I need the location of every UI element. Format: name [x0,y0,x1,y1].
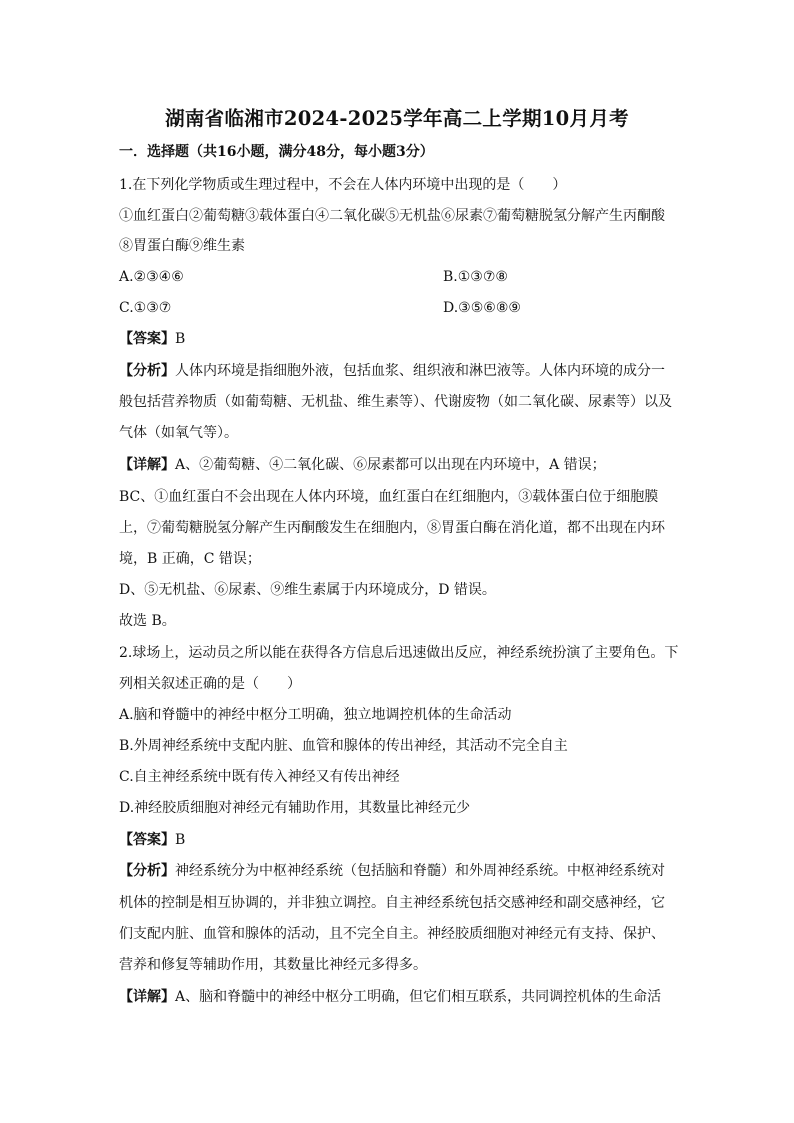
q2-analysis-line4: 营养和修复等辅助作用，其数量比神经元多得多。 [119,957,427,973]
q1-answer-tag: 【答案】 [119,331,175,347]
q2-analysis-line1 [119,861,665,881]
q1-analysis-line2: 般包括营养物质（如葡萄糖、无机盐、维生素等）、代谢废物（如二氧化碳、尿素等）以及 [119,394,672,410]
q1-detail-line3: 上，⑦葡萄糖脱氢分解产生丙酮酸发生在细胞内，⑧胃蛋白酶在消化道，都不出现在内环 [119,520,665,536]
q1-analysis-tag: 【分析】 [119,363,175,379]
q2-answer [119,830,185,850]
q1-option-c: C.①③⑦ [119,300,172,316]
q2-detail-tag: 【详解】 [119,989,175,1005]
q2-answer-tag: 【答案】 [119,832,175,848]
q2-stem-line2: 列相关叙述正确的是（ ） [119,676,301,692]
q2-detail-text1: A、脑和脊髓中的神经中枢分工明确，但它们相互联系，共同调控机体的生命活 [175,989,662,1005]
q2-option-d: D.神经胶质细胞对神经元有辅助作用，其数量比神经元少 [119,800,471,816]
q2-analysis-tag: 【分析】 [119,863,175,879]
q2-option-b: B.外周神经系统中支配内脏、血管和腺体的传出神经，其活动不完全自主 [119,738,568,754]
q1-items-line1: ①血红蛋白②葡萄糖③载体蛋白④二氧化碳⑤无机盐⑥尿素⑦葡萄糖脱氢分解产生丙酮酸 [119,208,665,224]
q1-detail-line2: BC、①血红蛋白不会出现在人体内环境，血红蛋白在红细胞内，③载体蛋白位于细胞膜 [119,489,659,505]
q2-stem-line1: 2.球场上，运动员之所以能在获得各方信息后迅速做出反应，神经系统扮演了主要角色。下 [119,645,679,661]
q1-analysis-text1: 人体内环境是指细胞外液，包括血浆、组织液和淋巴液等。人体内环境的成分一 [175,363,665,379]
q1-detail-line5: D、⑤无机盐、⑥尿素、⑨维生素属于内环境成分，D 错误。 [119,582,496,598]
page-title: 湖南省临湘市2024-2025学年高二上学期10月月考 [165,107,629,130]
q1-option-a: A.②③④⑥ [119,269,184,285]
q2-option-c: C.自主神经系统中既有传入神经又有传出神经 [119,769,400,785]
q2-analysis-line2: 机体的控制是相互协调的，并非独立调控。自主神经系统包括交感神经和副交感神经，它 [119,895,665,911]
q1-items-line2: ⑧胃蛋白酶⑨维生素 [119,238,245,254]
q2-detail-line1 [119,987,661,1007]
q1-option-b: B.①③⑦⑧ [443,269,508,285]
q2-analysis-text1: 神经系统分为中枢神经系统（包括脑和脊髓）和外周神经系统。中枢神经系统对 [175,863,665,879]
q1-detail-text1: A、②葡萄糖、④二氧化碳、⑥尿素都可以出现在内环境中，A 错误； [175,457,606,473]
q1-detail-line4: 境，B 正确，C 错误； [119,551,261,567]
q1-analysis-line3: 气体（如氧气等）。 [119,425,238,441]
section-heading: 一．选择题（共16小题，满分48分，每小题3分） [119,144,434,160]
q2-option-a: A.脑和脊髓中的神经中枢分工明确，独立地调控机体的生命活动 [119,707,512,723]
q2-answer-value: B [175,832,186,848]
q1-detail-tag: 【详解】 [119,457,175,473]
q1-answer [119,329,185,349]
q1-conclusion: 故选 B。 [119,613,176,629]
q1-detail-line1 [119,455,606,475]
q2-analysis-line3: 们支配内脏、血管和腺体的活动，且不完全自主。神经胶质细胞对神经元有支持、保护、 [119,926,665,942]
q1-stem: 1.在下列化学物质或生理过程中，不会在人体内环境中出现的是（ ） [119,177,567,193]
q1-answer-value: B [175,331,186,347]
q1-analysis-line1 [119,361,665,381]
q1-option-d: D.③⑤⑥⑧⑨ [443,300,521,316]
